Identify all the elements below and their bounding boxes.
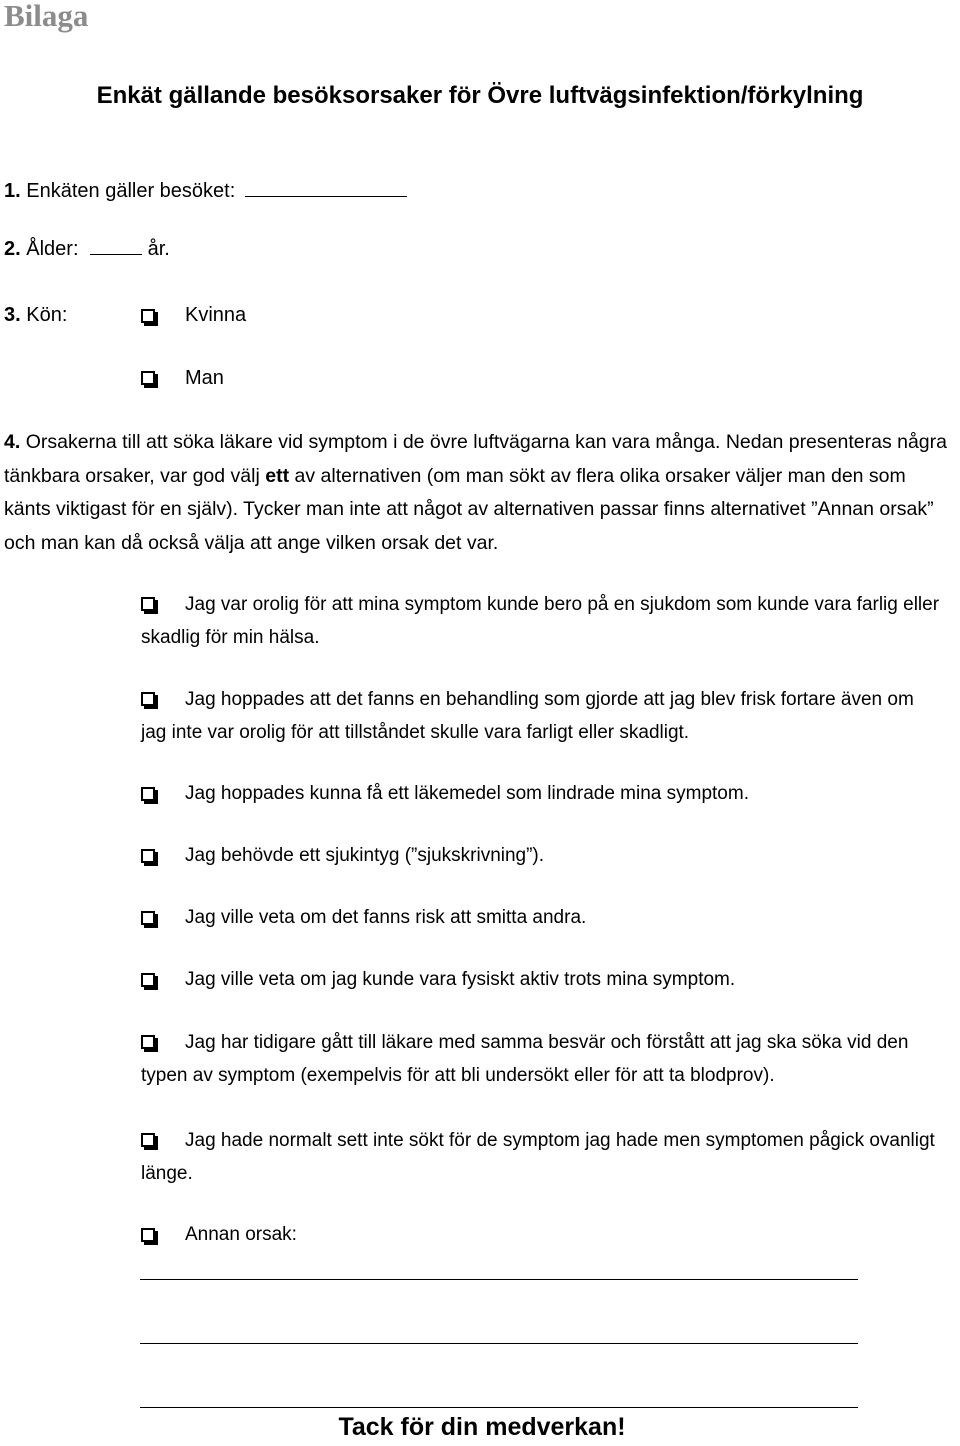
reason-1-label: Jag var orolig för att mina symptom kunde bero på en sjukdom som kunde vara farlig eller skadlig för min hälsa. bbox=[141, 594, 940, 648]
survey-title: Enkät gällande besöksorsaker för Övre luftvägsinfektion/förkylning bbox=[96, 82, 864, 109]
age-unit: år. bbox=[147, 238, 170, 260]
reason-2-label: Jag hoppades att det fanns en behandling som gjorde att jag blev frisk fortare även om jag inte var orolig för att tillståndet skulle vara farligt eller skadligt. bbox=[141, 689, 914, 743]
question-4-number: 4. bbox=[4, 431, 21, 453]
checkbox-reason-4[interactable] bbox=[141, 849, 155, 863]
question-2-number: 2. bbox=[4, 238, 21, 260]
age-answer-line[interactable] bbox=[90, 253, 142, 255]
age-label: Ålder: bbox=[26, 238, 79, 260]
checkbox-reason-5[interactable] bbox=[141, 911, 155, 925]
other-reason-line-2[interactable] bbox=[140, 1343, 858, 1344]
question-2 bbox=[4, 238, 170, 261]
reason-6-label: Jag ville veta om jag kunde vara fysiskt aktiv trots mina symptom. bbox=[185, 969, 736, 990]
option-kvinna-label: Kvinna bbox=[185, 304, 247, 326]
checkbox-other-reason[interactable] bbox=[141, 1228, 155, 1242]
question-4-text-2: av alternativen (om man sökt av flera olika orsaker väljer man den som känts viktigast för en själv). Tycker man inte att något av alternativen passar finns alternativet ”Annan orsak” och man kan då också välja att ange vilken orsak det var. bbox=[4, 464, 934, 554]
question-1-text: Enkäten gäller besöket: bbox=[26, 180, 236, 202]
question-1 bbox=[4, 180, 407, 203]
visit-answer-line[interactable] bbox=[245, 195, 407, 197]
other-reason-line-3[interactable] bbox=[140, 1407, 858, 1408]
question-4-text-1: Orsakerna till att söka läkare vid symptom i de övre luftvägarna kan vara många. Nedan presenteras några tänkbara orsaker, var god välj bbox=[4, 431, 947, 487]
other-reason-label: Annan orsak: bbox=[185, 1224, 297, 1245]
question-4 bbox=[4, 426, 956, 560]
checkbox-kvinna[interactable] bbox=[141, 309, 155, 323]
other-reason-line-1[interactable] bbox=[140, 1279, 858, 1280]
gender-label: Kön: bbox=[26, 304, 68, 326]
question-3-number: 3. bbox=[4, 304, 21, 326]
question-4-emphasis: ett bbox=[265, 464, 290, 487]
reason-5-label: Jag ville veta om det fanns risk att smitta andra. bbox=[185, 907, 587, 928]
reason-7-label: Jag har tidigare gått till läkare med samma besvär och förstått att jag ska söka vid den typen av symptom (exempelvis för att bli undersökt eller för att ta blodprov). bbox=[141, 1032, 909, 1086]
reason-3-label: Jag hoppades kunna få ett läkemedel som lindrade mina symptom. bbox=[185, 783, 749, 804]
checkbox-man[interactable] bbox=[141, 371, 155, 385]
checkbox-reason-6[interactable] bbox=[141, 973, 155, 987]
reason-8-label: Jag hade normalt sett inte sökt för de symptom jag hade men symptomen pågick ovanligt länge. bbox=[141, 1130, 935, 1184]
reason-4-label: Jag behövde ett sjukintyg (”sjukskrivning”). bbox=[185, 845, 545, 866]
appendix-heading: Bilaga bbox=[4, 0, 89, 33]
option-man-label: Man bbox=[185, 367, 224, 389]
question-3 bbox=[4, 304, 67, 327]
closing-thanks: Tack för din medverkan! bbox=[338, 1413, 626, 1441]
question-1-number: 1. bbox=[4, 180, 21, 202]
checkbox-reason-3[interactable] bbox=[141, 787, 155, 801]
